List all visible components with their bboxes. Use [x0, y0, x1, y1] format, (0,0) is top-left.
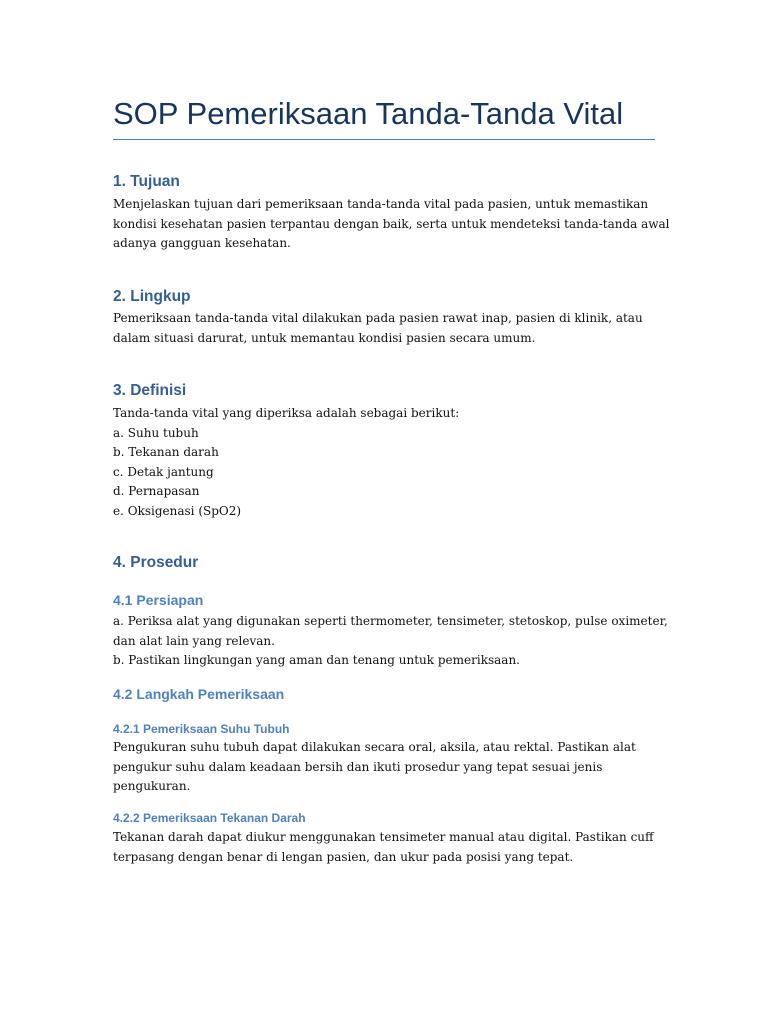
text-line: dalam situasi darurat, untuk memantau kondisi pasien secara umum.	[113, 330, 536, 345]
text-line: Menjelaskan tujuan dari pemeriksaan tanda-tanda vital pada pasien, untuk memastikan	[113, 197, 649, 211]
text-line: dan alat lain yang relevan.	[113, 633, 275, 648]
list-item: b. Tekanan darah	[113, 445, 219, 459]
list-item: a. Periksa alat yang digunakan seperti thermometer, tensimeter, stetoskop, pulse oximeter,	[113, 614, 668, 628]
list-item: e. Oksigenasi (SpO2)	[113, 503, 242, 518]
text-line: Pengukuran suhu tubuh dapat dilakukan secara oral, aksila, atau rektal. Pastikan alat	[113, 740, 636, 754]
paragraph-persiapan	[113, 612, 668, 671]
text-line: terpasang dengan benar di lengan pasien, dan ukur pada posisi yang tepat.	[113, 849, 574, 864]
paragraph-suhu-tubuh	[113, 738, 658, 797]
heading-tekanan-darah: 4.2.2 Pemeriksaan Tekanan Darah	[113, 811, 306, 825]
paragraph-tekanan-darah	[113, 828, 658, 867]
paragraph-lingkup	[113, 309, 658, 348]
text-line: Tekanan darah dapat diukur menggunakan tensimeter manual atau digital. Pastikan cuff	[113, 830, 654, 844]
heading-suhu-tubuh: 4.2.1 Pemeriksaan Suhu Tubuh	[113, 722, 290, 736]
heading-prosedur: 4. Prosedur	[113, 554, 199, 571]
document-title: SOP Pemeriksaan Tanda-Tanda Vital	[113, 96, 624, 131]
list-item: a. Suhu tubuh	[113, 425, 199, 440]
heading-persiapan: 4.1 Persiapan	[113, 592, 204, 608]
heading-langkah-pemeriksaan: 4.2 Langkah Pemeriksaan	[113, 686, 285, 702]
paragraph-tujuan	[113, 195, 670, 254]
title-underline	[113, 139, 655, 140]
heading-tujuan: 1. Tujuan	[113, 173, 180, 190]
text-line: Pemeriksaan tanda-tanda vital dilakukan pada pasien rawat inap, pasien di klinik, atau	[113, 311, 643, 325]
list-item: d. Pernapasan	[113, 484, 200, 498]
text-line: Tanda-tanda vital yang diperiksa adalah sebagai berikut:	[113, 406, 460, 420]
text-line: adanya gangguan kesehatan.	[113, 236, 291, 250]
text-line: pengukur suhu dalam keadaan bersih dan ikuti prosedur yang tepat sesuai jenis	[113, 759, 603, 774]
list-item: c. Detak jantung	[113, 464, 214, 479]
paragraph-definisi	[113, 404, 658, 521]
list-item: b. Pastikan lingkungan yang aman dan tenang untuk pemeriksaan.	[113, 653, 520, 667]
text-line: kondisi kesehatan pasien terpantau dengan baik, serta untuk mendeteksi tanda-tanda awal	[113, 216, 670, 231]
heading-definisi: 3. Definisi	[113, 382, 187, 399]
heading-lingkup: 2. Lingkup	[113, 288, 191, 305]
text-line: pengukuran.	[113, 779, 191, 793]
